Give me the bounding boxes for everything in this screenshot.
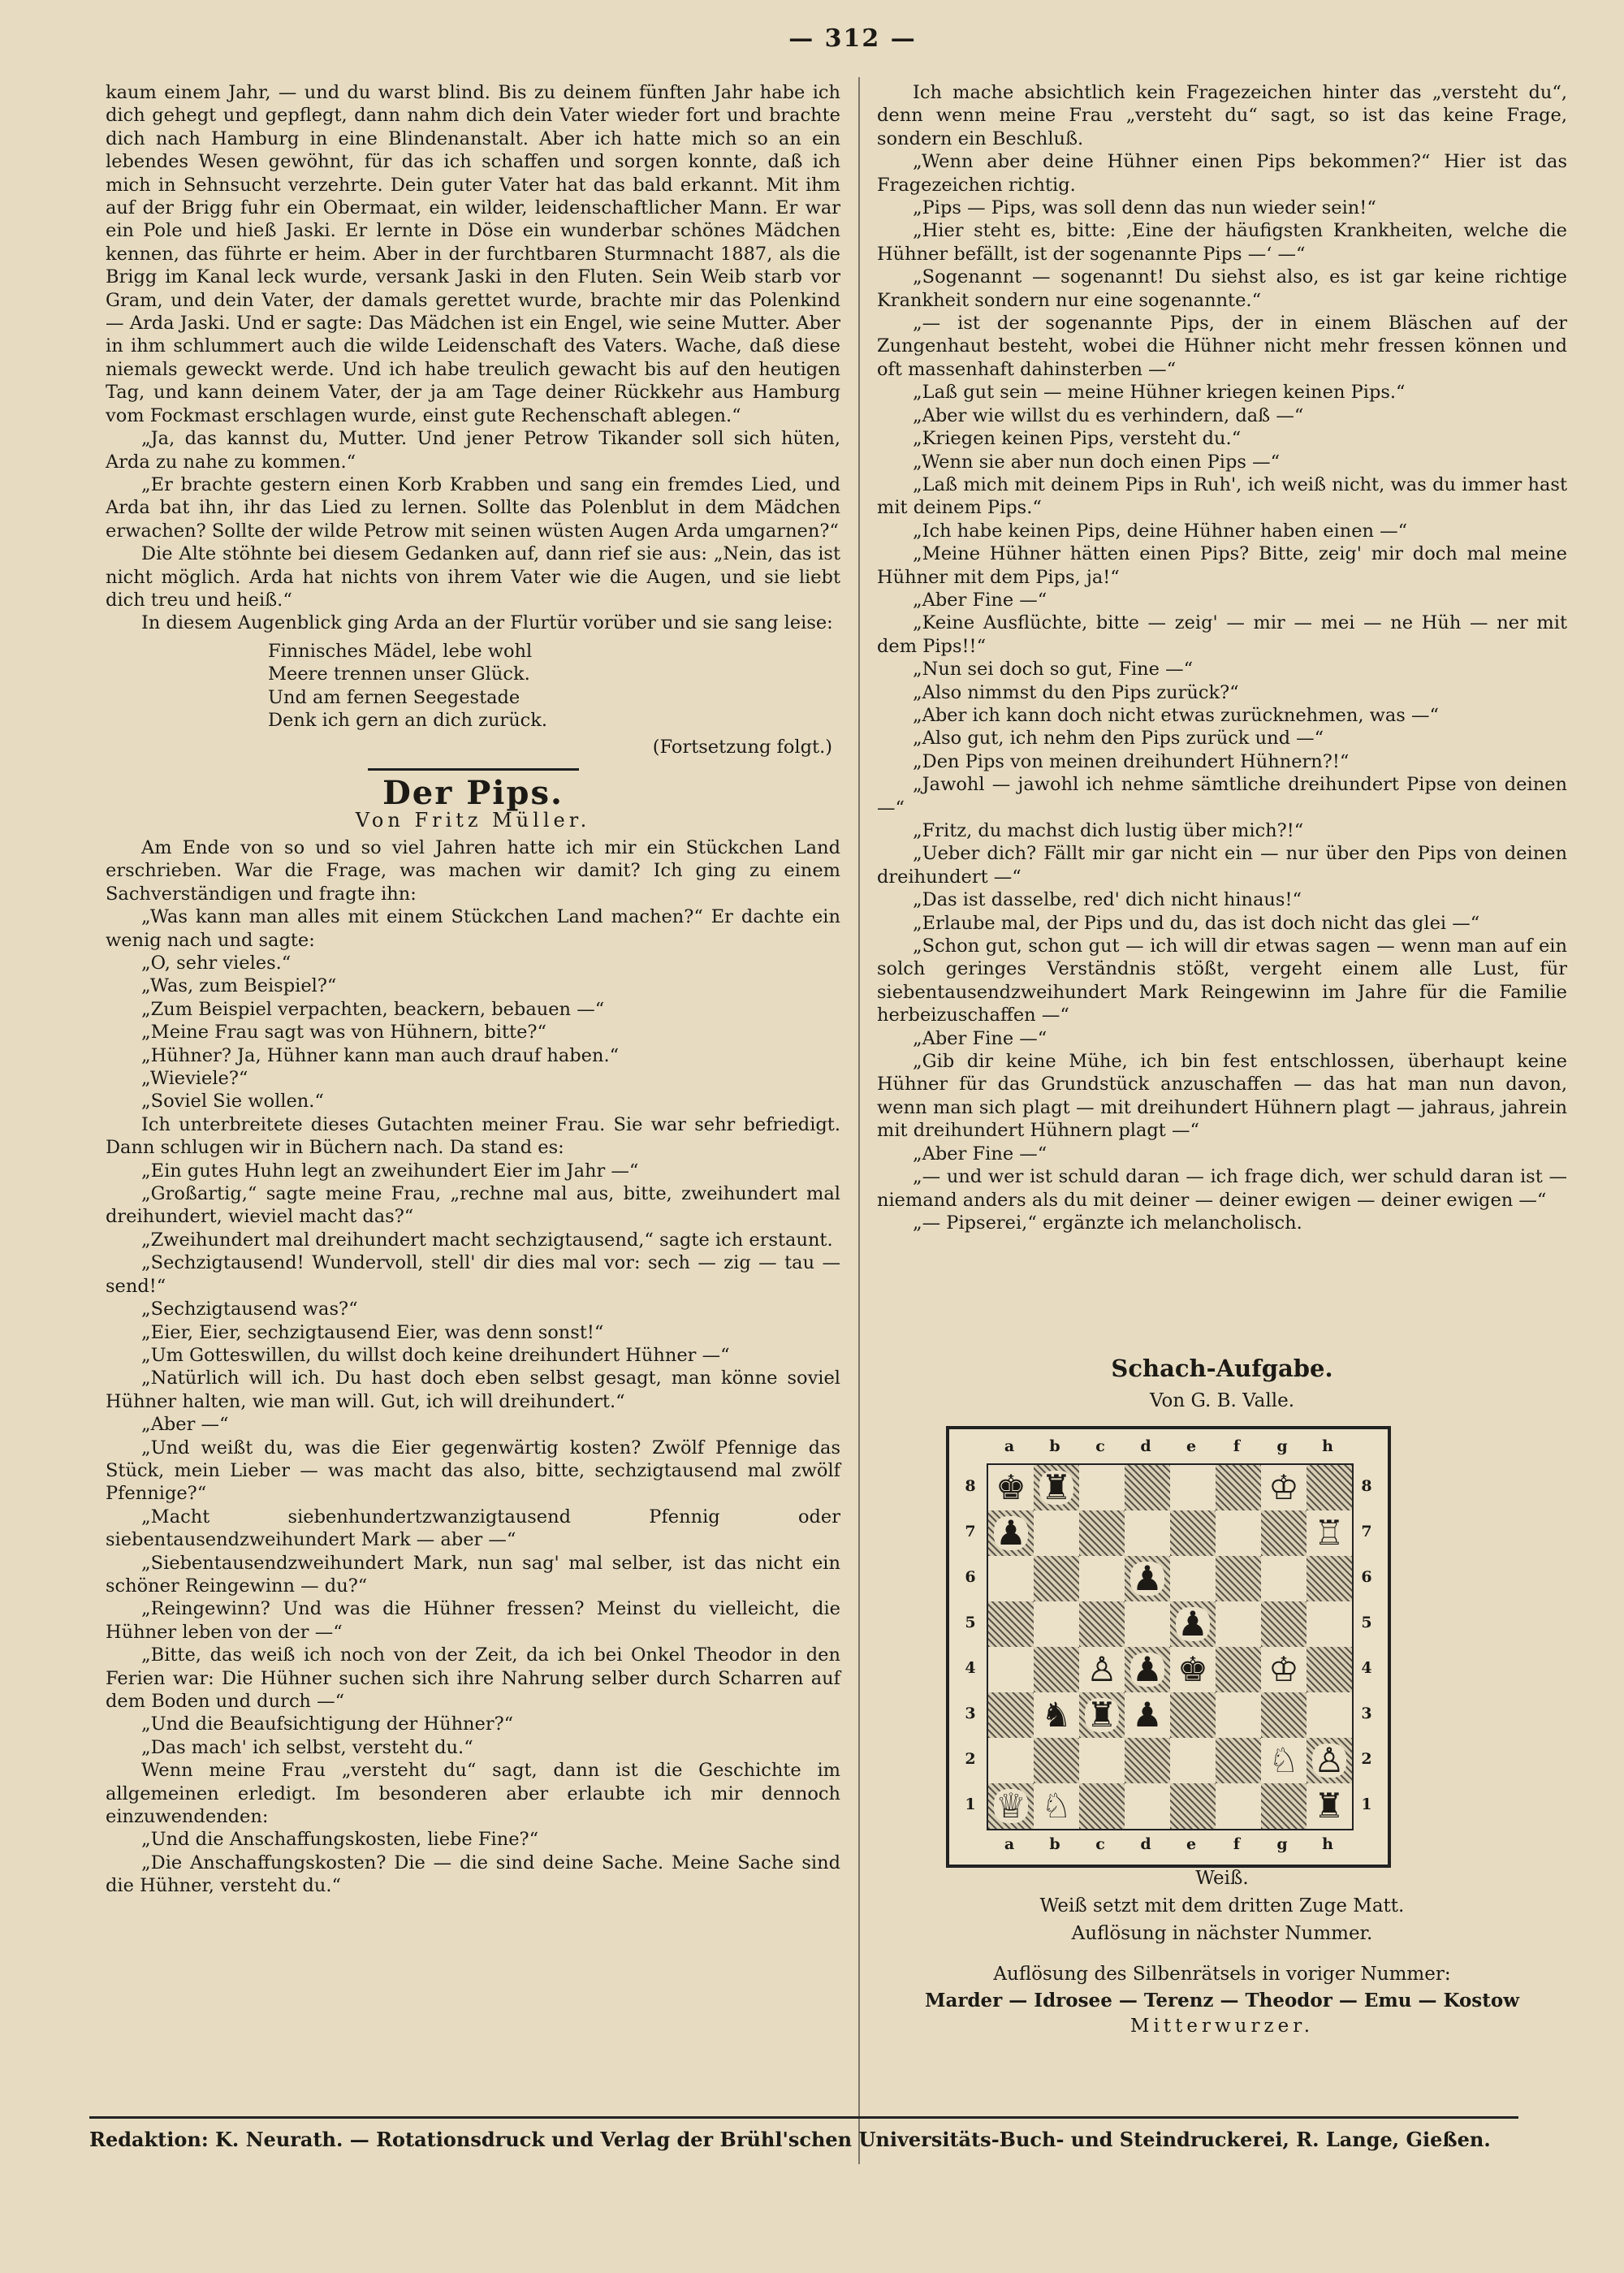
story-paragraph: „Also gut, ich nehm den Pips zurück und —“ bbox=[913, 728, 1324, 750]
board-square bbox=[1170, 1465, 1216, 1510]
file-label: g bbox=[1276, 1835, 1288, 1853]
chess-piece: ♔ bbox=[1268, 1649, 1299, 1689]
board-square bbox=[1034, 1465, 1079, 1510]
story-paragraph: „Ja, das kannst du, Mutter. Und jener Petrow Tikander soll sich hüten, Arda zu nahe zu kommen.“ bbox=[106, 428, 840, 473]
story-paragraph: „Was kann man alles mit einem Stückchen Land machen?“ Er dachte ein wenig nach und sagte: bbox=[106, 906, 840, 951]
story-paragraph: „Siebentausendzweihundert Mark, nun sag' mal selber, ist das nicht ein schöner Reingewinn — du?“ bbox=[106, 1552, 840, 1597]
board-square bbox=[1261, 1783, 1307, 1829]
story-paragraph: „Kriegen keinen Pips, versteht du.“ bbox=[913, 428, 1242, 450]
rank-label: 2 bbox=[965, 1750, 976, 1768]
rank-label: 7 bbox=[1361, 1523, 1372, 1541]
story-paragraph: „Den Pips von meinen dreihundert Hühnern?!“ bbox=[913, 750, 1350, 772]
story-paragraph: „Hühner? Ja, Hühner kann man auch drauf haben.“ bbox=[141, 1044, 620, 1066]
story-paragraph: „Aber —“ bbox=[141, 1414, 229, 1436]
story-paragraph: „Aber Fine —“ bbox=[913, 1027, 1047, 1049]
continuation-note: (Fortsetzung folgt.) bbox=[652, 736, 832, 758]
board-square bbox=[1125, 1465, 1170, 1510]
rank-label: 3 bbox=[965, 1705, 976, 1722]
file-label: c bbox=[1095, 1437, 1105, 1455]
board-square bbox=[1034, 1692, 1079, 1738]
story-paragraph: „Und die Beaufsichtigung der Hühner?“ bbox=[141, 1713, 514, 1735]
board-square bbox=[1034, 1556, 1079, 1601]
rank-label: 5 bbox=[1361, 1614, 1372, 1631]
board-square bbox=[1216, 1556, 1261, 1601]
chess-piece: ♙ bbox=[1086, 1649, 1117, 1689]
story-title: Der Pips. bbox=[382, 774, 564, 813]
story-paragraph: „Meine Frau sagt was von Hühnern, bitte?“ bbox=[141, 1022, 546, 1044]
chess-side-label: Weiß. bbox=[1195, 1868, 1249, 1889]
board-square bbox=[988, 1556, 1034, 1601]
story-paragraph: „— ist der sogenannte Pips, der in einem Bläschen auf der Zungenhaut besteht, wobei die Hühner nicht mehr fressen können und oft massenhaft dahinsterben —“ bbox=[877, 313, 1567, 380]
story-paragraph: „— Pipserei,“ ergänzte ich melancholisch. bbox=[913, 1212, 1302, 1234]
story-paragraph: „Also nimmst du den Pips zurück?“ bbox=[913, 681, 1239, 703]
story-paragraph: „Reingewinn? Und was die Hühner fressen? Meinst du vielleicht, die Hühner leben von der —“ bbox=[106, 1598, 840, 1643]
rank-label: 4 bbox=[1361, 1659, 1372, 1677]
chess-piece: ♟ bbox=[1132, 1558, 1163, 1598]
chess-piece: ♜ bbox=[1314, 1786, 1345, 1826]
story-paragraph: „Nun sei doch so gut, Fine —“ bbox=[913, 659, 1194, 681]
left-column bbox=[106, 81, 840, 1898]
story-paragraph: „Um Gotteswillen, du willst doch keine dreihundert Hühner —“ bbox=[141, 1344, 730, 1366]
board-square bbox=[1034, 1783, 1079, 1829]
story-paragraph: „Zum Beispiel verpachten, beackern, bebauen —“ bbox=[141, 998, 605, 1020]
board-square bbox=[1216, 1738, 1261, 1783]
board-square bbox=[1079, 1738, 1125, 1783]
story-author: Von Fritz Müller. bbox=[355, 808, 591, 832]
board-square bbox=[1307, 1601, 1352, 1647]
chess-piece: ♜ bbox=[1086, 1695, 1117, 1735]
board-square bbox=[1170, 1783, 1216, 1829]
chess-piece: ♟ bbox=[996, 1513, 1026, 1553]
story-paragraph: „Ich habe keinen Pips, deine Hühner haben einen —“ bbox=[913, 520, 1408, 542]
file-label: h bbox=[1322, 1437, 1333, 1455]
board-square bbox=[1216, 1601, 1261, 1647]
page-number: — 312 — bbox=[788, 24, 917, 53]
story-paragraph: „Und weißt du, was die Eier gegenwärtig kosten? Zwölf Pfennige das Stück, mein Lieber — was macht das also, bitte, sechzigtausend mal zwölf Pfennige?“ bbox=[106, 1437, 840, 1505]
board-square bbox=[1307, 1738, 1352, 1783]
story-paragraph: „Meine Hühner hätten einen Pips? Bitte, zeig' mir doch mal meine Hühner mit dem Pips, ja!“ bbox=[877, 543, 1567, 588]
story-paragraph: „Und die Anschaffungskosten, liebe Fine?“ bbox=[141, 1829, 539, 1851]
chess-piece: ♞ bbox=[1041, 1695, 1072, 1735]
rank-label: 6 bbox=[1361, 1568, 1372, 1586]
board-square bbox=[1307, 1510, 1352, 1556]
rank-labels-left bbox=[961, 1463, 980, 1827]
board-square bbox=[988, 1647, 1034, 1692]
story-paragraph: „Hier steht es, bitte: ‚Eine der häufigsten Krankheiten, welche die Hühner befällt, ist der sogenannte Pips —‘ —“ bbox=[877, 220, 1567, 265]
chess-piece: ♘ bbox=[1268, 1740, 1299, 1780]
board-square bbox=[1216, 1783, 1261, 1829]
board-square bbox=[988, 1692, 1034, 1738]
board-square bbox=[1261, 1465, 1307, 1510]
chess-piece: ♔ bbox=[1268, 1467, 1299, 1507]
rank-label: 5 bbox=[965, 1614, 976, 1631]
story-paragraph: „Ueber dich? Fällt mir gar nicht ein — nur über den Pips von deinen dreihundert —“ bbox=[877, 843, 1567, 888]
board-square bbox=[1125, 1692, 1170, 1738]
board-square bbox=[1261, 1556, 1307, 1601]
file-labels-bottom bbox=[987, 1835, 1354, 1853]
poem-line: Denk ich gern an dich zurück. bbox=[268, 710, 548, 732]
rank-label: 8 bbox=[1361, 1477, 1372, 1495]
story-paragraph: „Soviel Sie wollen.“ bbox=[141, 1091, 324, 1113]
section-divider bbox=[368, 768, 579, 771]
rank-label: 1 bbox=[965, 1795, 976, 1813]
story-paragraph: „Sogenannt — sogenannt! Du siehst also, es ist gar keine richtige Krankheit sondern nur eine sogenannte.“ bbox=[877, 266, 1567, 311]
chess-piece: ♟ bbox=[1177, 1604, 1208, 1644]
file-label: e bbox=[1186, 1437, 1197, 1455]
story-paragraph: „Eier, Eier, sechzigtausend Eier, was denn sonst!“ bbox=[141, 1321, 604, 1343]
file-label: d bbox=[1140, 1835, 1151, 1853]
board-square bbox=[1307, 1692, 1352, 1738]
chess-title: Schach-Aufgabe. bbox=[1111, 1355, 1333, 1382]
board-square bbox=[1125, 1556, 1170, 1601]
story-paragraph: „Das mach' ich selbst, versteht du.“ bbox=[141, 1736, 473, 1758]
file-label: a bbox=[1004, 1835, 1015, 1853]
story-paragraph: „Erlaube mal, der Pips und du, das ist doch nicht das glei —“ bbox=[913, 912, 1480, 934]
story-paragraph: „Aber wie willst du es verhindern, daß —“ bbox=[913, 404, 1304, 426]
chess-piece: ♖ bbox=[1314, 1513, 1345, 1553]
board-square bbox=[988, 1783, 1034, 1829]
chess-solution-note: Auflösung in nächster Nummer. bbox=[1071, 1923, 1373, 1944]
story-paragraph: Ich unterbreitete dieses Gutachten meiner Frau. Sie war sehr befriedigt. Dann schlugen wir in Büchern nach. Da stand es: bbox=[106, 1113, 840, 1159]
board-square bbox=[1034, 1510, 1079, 1556]
board-square bbox=[988, 1465, 1034, 1510]
story-paragraph: „Wieviele?“ bbox=[141, 1068, 248, 1090]
rank-label: 8 bbox=[965, 1477, 976, 1495]
board-square bbox=[1079, 1510, 1125, 1556]
story-paragraph: „Sechzigtausend! Wundervoll, stell' dir dies mal vor: sech — zig — tau — send!“ bbox=[106, 1252, 840, 1297]
previous-solution-words: Marder — Idrosee — Terenz — Theodor — Emu — Kostow bbox=[924, 1990, 1520, 2012]
story-paragraph: „Ein gutes Huhn legt an zweihundert Eier im Jahr —“ bbox=[141, 1160, 639, 1182]
board-square bbox=[1216, 1465, 1261, 1510]
chess-author: Von G. B. Valle. bbox=[1149, 1390, 1294, 1411]
previous-solution-label: Auflösung des Silbenrätsels in voriger Nummer: bbox=[993, 1964, 1451, 1985]
board-square bbox=[1216, 1692, 1261, 1738]
file-label: c bbox=[1095, 1835, 1105, 1853]
file-label: a bbox=[1004, 1437, 1015, 1455]
file-label: e bbox=[1186, 1835, 1197, 1853]
story-paragraph: kaum einem Jahr, — und du warst blind. Bis zu deinem fünften Jahr habe ich dich gehegt und gepflegt, dann nahm dich dein Vater wieder fort und brachte dich nach Hamburg in eine Blindenanstalt. Aber ich hatte mich so an ein lebendes Wesen gewöhnt, für das ich schaffen und sorgen konnte, daß ich mich in Sehnsucht verzehrte. Dein guter Vater hat das bald erkannt. Mit ihm auf der Brigg fuhr ein Obermaat, ein wilder, leidenschaftlicher Mann. Er war ein Pole und hieß Jaski. Er lernte in Döse ein wunderbar schönes Mädchen kennen, das führte er heim. Aber in der furchtbaren Sturmnacht 1887, als die Brigg im Kanal leck wurde, versank Jaski in den Fluten. Sein Weib starb vor Gram, und dein Vater, der damals gerettet wurde, brachte mir das Polenkind — Arda Jaski. Und er sagte: Das Mädchen ist ein Engel, wie seine Mutter. Aber in ihm schlummert auch die wilde Leidenschaft des Vaters. Wache, daß diese niemals geweckt werde. Und ich habe treulich gewacht bis auf den heutigen Tag, und kann deinem Vater, der ja am Tage deiner Rückkehr aus Hamburg vom Fockmast erschlagen wurde, einst gute Rechenschaft ablegen.“ bbox=[106, 82, 840, 426]
board-square bbox=[1125, 1510, 1170, 1556]
story-paragraph: „Schon gut, schon gut — ich will dir etwas sagen — wenn man auf ein solch geringes Verständnis stößt, vergeht einem alle Lust, für siebentausendzweihundert Mark Reingewinn im Jahre für die Familie herbeizuschaffen —“ bbox=[877, 936, 1567, 1026]
file-label: g bbox=[1276, 1437, 1288, 1455]
story-paragraph: „Großartig,“ sagte meine Frau, „rechne mal aus, bitte, zweihundert mal dreihundert, wieviel macht das?“ bbox=[106, 1183, 840, 1228]
column-divider bbox=[858, 77, 860, 2164]
imprint-footer: Redaktion: K. Neurath. — Rotationsdruck und Verlag der Brühl'schen Universitäts-Buch- und Steindruckerei, R. Lange, Gießen. bbox=[89, 2128, 1491, 2151]
board-square bbox=[1307, 1783, 1352, 1829]
board-square bbox=[1079, 1783, 1125, 1829]
board-square bbox=[1125, 1601, 1170, 1647]
board-square bbox=[1261, 1601, 1307, 1647]
board-square bbox=[988, 1601, 1034, 1647]
story-paragraph: Die Alte stöhnte bei diesem Gedanken auf, dann rief sie aus: „Nein, das ist nicht möglich. Arda hat nichts von ihrem Vater wie die Augen, und sie liebt dich treu und heiß.“ bbox=[106, 543, 840, 611]
board-square bbox=[1170, 1647, 1216, 1692]
story-paragraph: „Sechzigtausend was?“ bbox=[141, 1299, 358, 1320]
story-paragraph: In diesem Augenblick ging Arda an der Flurtür vorüber und sie sang leise: bbox=[141, 612, 833, 634]
chess-piece: ♚ bbox=[1177, 1649, 1208, 1689]
chess-piece: ♘ bbox=[1041, 1786, 1072, 1826]
story-paragraph: „Wenn aber deine Hühner einen Pips bekommen?“ Hier ist das Fragezeichen richtig. bbox=[877, 151, 1567, 196]
file-label: d bbox=[1140, 1437, 1151, 1455]
chess-piece: ♟ bbox=[1132, 1649, 1163, 1689]
chess-piece: ♙ bbox=[1314, 1740, 1345, 1780]
board-square bbox=[1261, 1510, 1307, 1556]
board-square bbox=[1170, 1692, 1216, 1738]
poem-line: Und am fernen Seegestade bbox=[268, 686, 520, 708]
file-label: f bbox=[1233, 1835, 1241, 1853]
chess-piece: ♕ bbox=[996, 1786, 1026, 1826]
story-paragraph: „Pips — Pips, was soll denn das nun wieder sein!“ bbox=[913, 197, 1376, 219]
board-square bbox=[1216, 1647, 1261, 1692]
story-paragraph: Wenn meine Frau „versteht du“ sagt, dann ist die Geschichte im allgemeinen erledigt. Im besonderen aber erlaubte ich mir dennoch einzuwendenden: bbox=[106, 1760, 840, 1828]
board-square bbox=[988, 1738, 1034, 1783]
board-square bbox=[1079, 1601, 1125, 1647]
story-paragraph: „Gib dir keine Mühe, ich bin fest entschlossen, überhaupt keine Hühner für das Grundstück anzuschaffen — das hat man nun davon, wenn man sich plagt — mit dreihundert Hühnern plagt — jahraus, jahrein mit dreihundert Hühnern plagt —“ bbox=[877, 1051, 1567, 1142]
board-square bbox=[1170, 1556, 1216, 1601]
poem-line: Finnisches Mädel, lebe wohl bbox=[268, 640, 533, 662]
rank-label: 2 bbox=[1361, 1750, 1372, 1768]
story-paragraph: „Bitte, das weiß ich noch von der Zeit, da ich bei Onkel Theodor in den Ferien war: Die Hühner suchen sich ihre Nahrung selber durch Scharren auf dem Boden und durch —“ bbox=[106, 1644, 840, 1712]
chess-diagram bbox=[946, 1426, 1391, 1868]
file-label: f bbox=[1233, 1437, 1241, 1455]
rank-label: 1 bbox=[1361, 1795, 1372, 1813]
board-square bbox=[1307, 1465, 1352, 1510]
story-paragraph: „Wenn sie aber nun doch einen Pips —“ bbox=[913, 451, 1281, 473]
file-label: b bbox=[1049, 1437, 1060, 1455]
rank-label: 7 bbox=[965, 1523, 976, 1541]
right-column bbox=[877, 81, 1567, 1234]
story-paragraph: „Aber Fine —“ bbox=[913, 589, 1047, 611]
board-square bbox=[1079, 1465, 1125, 1510]
story-paragraph: „Macht siebenhundertzwanzigtausend Pfennig oder siebentausendzweihundert Mark — aber —“ bbox=[106, 1506, 840, 1551]
board-square bbox=[988, 1510, 1034, 1556]
story-paragraph: „Laß mich mit deinem Pips in Ruh', ich weiß nicht, was du immer hast mit deinem Pips.“ bbox=[877, 473, 1567, 519]
story-paragraph: „Fritz, du machst dich lustig über mich?!“ bbox=[913, 820, 1304, 841]
board-square bbox=[1261, 1647, 1307, 1692]
story-paragraph: „Zweihundert mal dreihundert macht sechzigtausend,“ sagte ich erstaunt. bbox=[141, 1229, 833, 1251]
board-square bbox=[1261, 1692, 1307, 1738]
story-paragraph: „Keine Ausflüchte, bitte — zeig' — mir — mei — ne Hüh — ner mit dem Pips!!“ bbox=[877, 612, 1567, 657]
story-paragraph: „— und wer ist schuld daran — ich frage dich, wer schuld daran ist — niemand anders als du mit deiner — deiner ewigen — deiner ewigen —“ bbox=[877, 1166, 1567, 1211]
story-paragraph: „Natürlich will ich. Du hast doch eben selbst gesagt, man könne soviel Hühner halten, wie man will. Gut, ich will dreihundert.“ bbox=[106, 1368, 840, 1412]
story-paragraph: „Was, zum Beispiel?“ bbox=[141, 975, 337, 997]
board-square bbox=[1216, 1510, 1261, 1556]
rank-label: 4 bbox=[965, 1659, 976, 1677]
story-paragraph: Am Ende von so und so viel Jahren hatte ich mir ein Stückchen Land erschrieben. War die Frage, was machen wir damit? Ich ging zu einem Sachverständigen und fragte ihn: bbox=[106, 836, 840, 905]
board-square bbox=[1307, 1556, 1352, 1601]
chess-piece: ♟ bbox=[1132, 1695, 1163, 1735]
story-paragraph: „Aber ich kann doch nicht etwas zurücknehmen, was —“ bbox=[913, 704, 1439, 726]
board-square bbox=[1170, 1738, 1216, 1783]
rank-label: 6 bbox=[965, 1568, 976, 1586]
board-square bbox=[1079, 1556, 1125, 1601]
chess-piece: ♜ bbox=[1041, 1467, 1072, 1507]
chess-task: Weiß setzt mit dem dritten Zuge Matt. bbox=[1039, 1895, 1405, 1916]
board-square bbox=[1034, 1601, 1079, 1647]
board-square bbox=[1307, 1647, 1352, 1692]
poem-line: Meere trennen unser Glück. bbox=[268, 663, 530, 685]
board-square bbox=[1034, 1647, 1079, 1692]
board-square bbox=[1125, 1647, 1170, 1692]
rank-label: 3 bbox=[1361, 1705, 1372, 1722]
board-square bbox=[1125, 1738, 1170, 1783]
song-poem bbox=[268, 640, 840, 732]
story-paragraph: „Das ist dasselbe, red' dich nicht hinaus!“ bbox=[913, 889, 1302, 911]
board-square bbox=[1170, 1601, 1216, 1647]
file-label: b bbox=[1049, 1835, 1060, 1853]
rank-labels-right bbox=[1357, 1463, 1376, 1827]
previous-solution-answer: Mitterwurzer. bbox=[1130, 2016, 1314, 2037]
story-paragraph: „Laß gut sein — meine Hühner kriegen keinen Pips.“ bbox=[913, 382, 1406, 404]
board-square bbox=[1034, 1738, 1079, 1783]
board-square bbox=[1125, 1783, 1170, 1829]
chess-piece: ♚ bbox=[996, 1467, 1026, 1507]
story-paragraph: Ich mache absichtlich kein Fragezeichen hinter das „versteht du“, denn wenn meine Frau „versteht du“ sagt, so ist das keine Frage, sondern ein Beschluß. bbox=[877, 82, 1567, 149]
story-paragraph: „Die Anschaffungskosten? Die — die sind deine Sache. Meine Sache sind die Hühner, versteht du.“ bbox=[106, 1852, 840, 1897]
board-square bbox=[1079, 1647, 1125, 1692]
story-paragraph: „Aber Fine —“ bbox=[913, 1143, 1047, 1165]
file-label: h bbox=[1322, 1835, 1333, 1853]
story-paragraph: „Er brachte gestern einen Korb Krabben und sang ein fremdes Lied, und Arda bat ihn, ihr das Lied zu lernen. Sollte das Polenblut in dem Mädchen erwachen? Sollte der wilde Petrow mit seinen wüsten Augen Arda umgarnen?“ bbox=[106, 473, 840, 542]
board-square bbox=[1079, 1692, 1125, 1738]
footer-rule bbox=[89, 2116, 1518, 2119]
file-labels-top bbox=[987, 1437, 1354, 1455]
board-square bbox=[1170, 1510, 1216, 1556]
chess-board bbox=[987, 1463, 1354, 1830]
story-paragraph: „O, sehr vieles.“ bbox=[141, 953, 292, 974]
board-square bbox=[1261, 1738, 1307, 1783]
story-paragraph: „Jawohl — jawohl ich nehme sämtliche dreihundert Pipse von deinen —“ bbox=[877, 774, 1567, 819]
